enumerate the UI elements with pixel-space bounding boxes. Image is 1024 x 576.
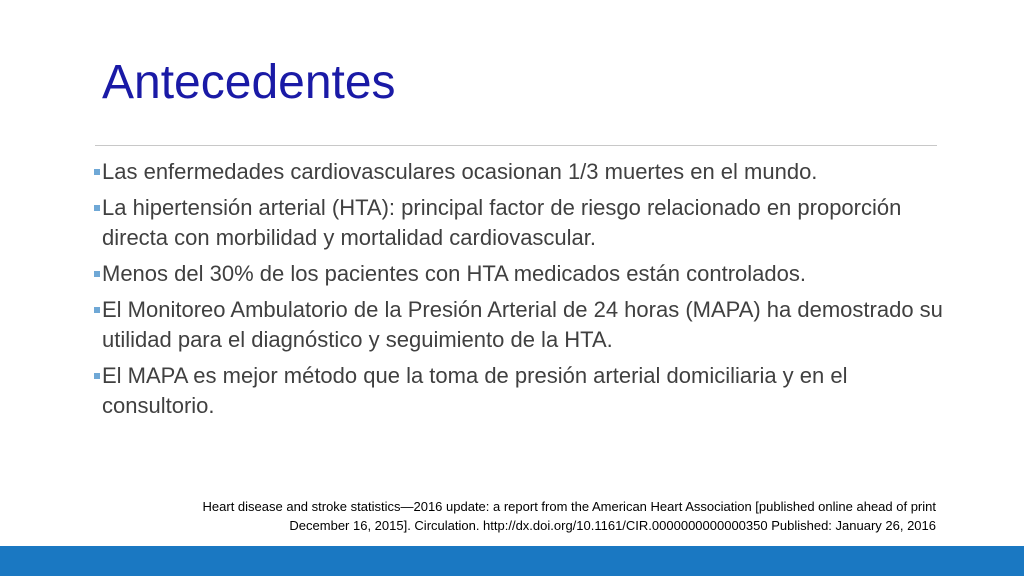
bullet-item <box>88 157 958 187</box>
reference-line-1: Heart disease and stroke statistics—2016 update: a report from the American Heart Association [published online ahead of print <box>202 499 936 514</box>
bullet-text: Menos del 30% de los pacientes con HTA medicados están controlados. <box>102 261 806 286</box>
bullet-item <box>88 361 958 421</box>
square-bullet-icon <box>94 271 100 277</box>
square-bullet-icon <box>94 307 100 313</box>
footer-bar <box>0 546 1024 576</box>
square-bullet-icon <box>94 373 100 379</box>
square-bullet-icon <box>94 205 100 211</box>
bullet-item <box>88 295 958 355</box>
bullet-text: Las enfermedades cardiovasculares ocasionan 1/3 muertes en el mundo. <box>102 159 818 184</box>
bullet-list <box>88 157 958 427</box>
slide-title: Antecedentes <box>102 56 396 109</box>
bullet-item <box>88 193 958 253</box>
reference-line-2: December 16, 2015]. Circulation. http://dx.doi.org/10.1161/CIR.0000000000000350 Published: January 26, 2016 <box>289 518 936 533</box>
bullet-item <box>88 259 958 289</box>
bullet-text: El MAPA es mejor método que la toma de presión arterial domiciliaria y en el consultorio. <box>102 363 848 418</box>
bullet-text: La hipertensión arterial (HTA): principal factor de riesgo relacionado en proporción directa con morbilidad y mortalidad cardiovascular. <box>102 195 902 250</box>
title-divider <box>95 145 937 146</box>
reference-citation <box>60 497 936 535</box>
bullet-text: El Monitoreo Ambulatorio de la Presión Arterial de 24 horas (MAPA) ha demostrado su utilidad para el diagnóstico y seguimiento de la HTA. <box>102 297 943 352</box>
square-bullet-icon <box>94 169 100 175</box>
